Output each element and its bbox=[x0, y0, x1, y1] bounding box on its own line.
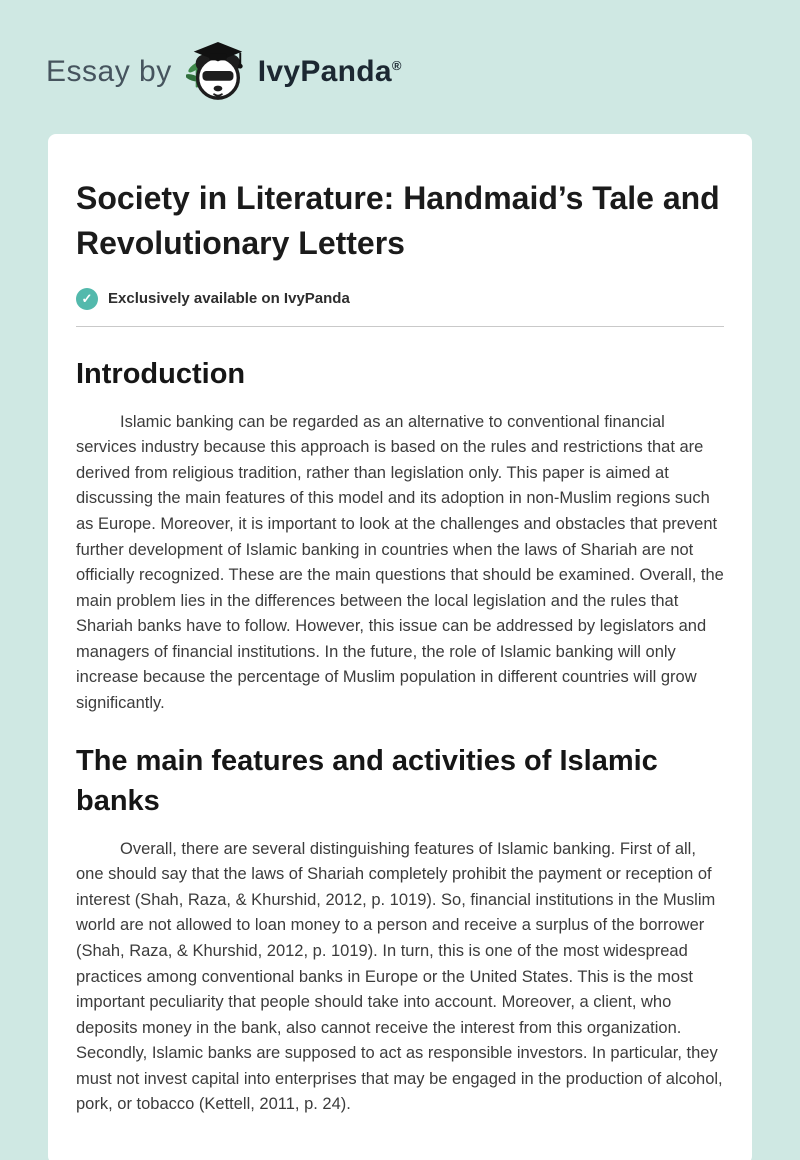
essay-by-label: Essay by bbox=[46, 55, 172, 88]
availability-badge-label: Exclusively available on IvyPanda bbox=[108, 290, 350, 308]
essay-title: Society in Literature: Handmaid’s Tale and Revolutionary Letters bbox=[76, 180, 720, 261]
brand-name bbox=[258, 55, 402, 89]
paragraph-main-features: Overall, there are several distinguishing features of Islamic banking. First of all, one should say that the laws of Shariah completely prohibit the payment or reception of interest (Shah, Raza, & Khurshid, 2012, p. 1019). So, financial institutions in the Muslim world are not allowed to loan money to a person and receive a surplus of the borrower (Shah, Raza, & Khurshid, 2012, p. 1019). In turn, this is one of the most widespread practices among conventional banks in Europe or the United States. This is the most important peculiarity that people should take into account. Moreover, a client, who deposits money in the bank, also cannot receive the interest from this organization. Secondly, Islamic banks are supposed to act as responsible investors. In particular, they must not invest capital into enterprises that may be engaged in the production of alcohol, pork, or tobacco (Kettell, 2011, p. 24). bbox=[76, 839, 723, 1114]
availability-badge bbox=[76, 288, 724, 310]
section-main-features bbox=[76, 742, 724, 1117]
brand-text: IvyPanda bbox=[257, 55, 392, 88]
paragraph-introduction: Islamic banking can be regarded as an alternative to conventional financial services industry because this approach is based on the rules and restrictions that are derived from religious tradition, rather than legislation only. This paper is aimed at discussing the main features of this model and its adoption in non-Muslim regions such as Europe. Moreover, it is important to look at the challenges and obstacles that prevent further development of Islamic banking in countries when the laws of Shariah are not officially recognized. These are the main questions that should be examined. Overall, the main problem lies in the differences between the local legislation and the rules that Shariah banks have to follow. However, this issue can be addressed by legislators and managers of financial institutions. In the future, the role of Islamic banking will only increase because the percentage of Muslim population in different countries will grow significantly. bbox=[76, 412, 724, 712]
section-heading-main-features: The main features and activities of Islamic banks bbox=[76, 745, 658, 817]
check-icon: ✓ bbox=[76, 288, 98, 310]
site-header bbox=[0, 0, 800, 104]
registered-mark: ® bbox=[391, 58, 402, 73]
section-heading-introduction: Introduction bbox=[76, 357, 246, 390]
ivypanda-logo[interactable] bbox=[186, 41, 402, 103]
divider bbox=[76, 326, 724, 327]
essay-card bbox=[48, 134, 752, 1160]
panda-graduate-icon bbox=[186, 41, 248, 103]
section-introduction bbox=[76, 355, 724, 717]
